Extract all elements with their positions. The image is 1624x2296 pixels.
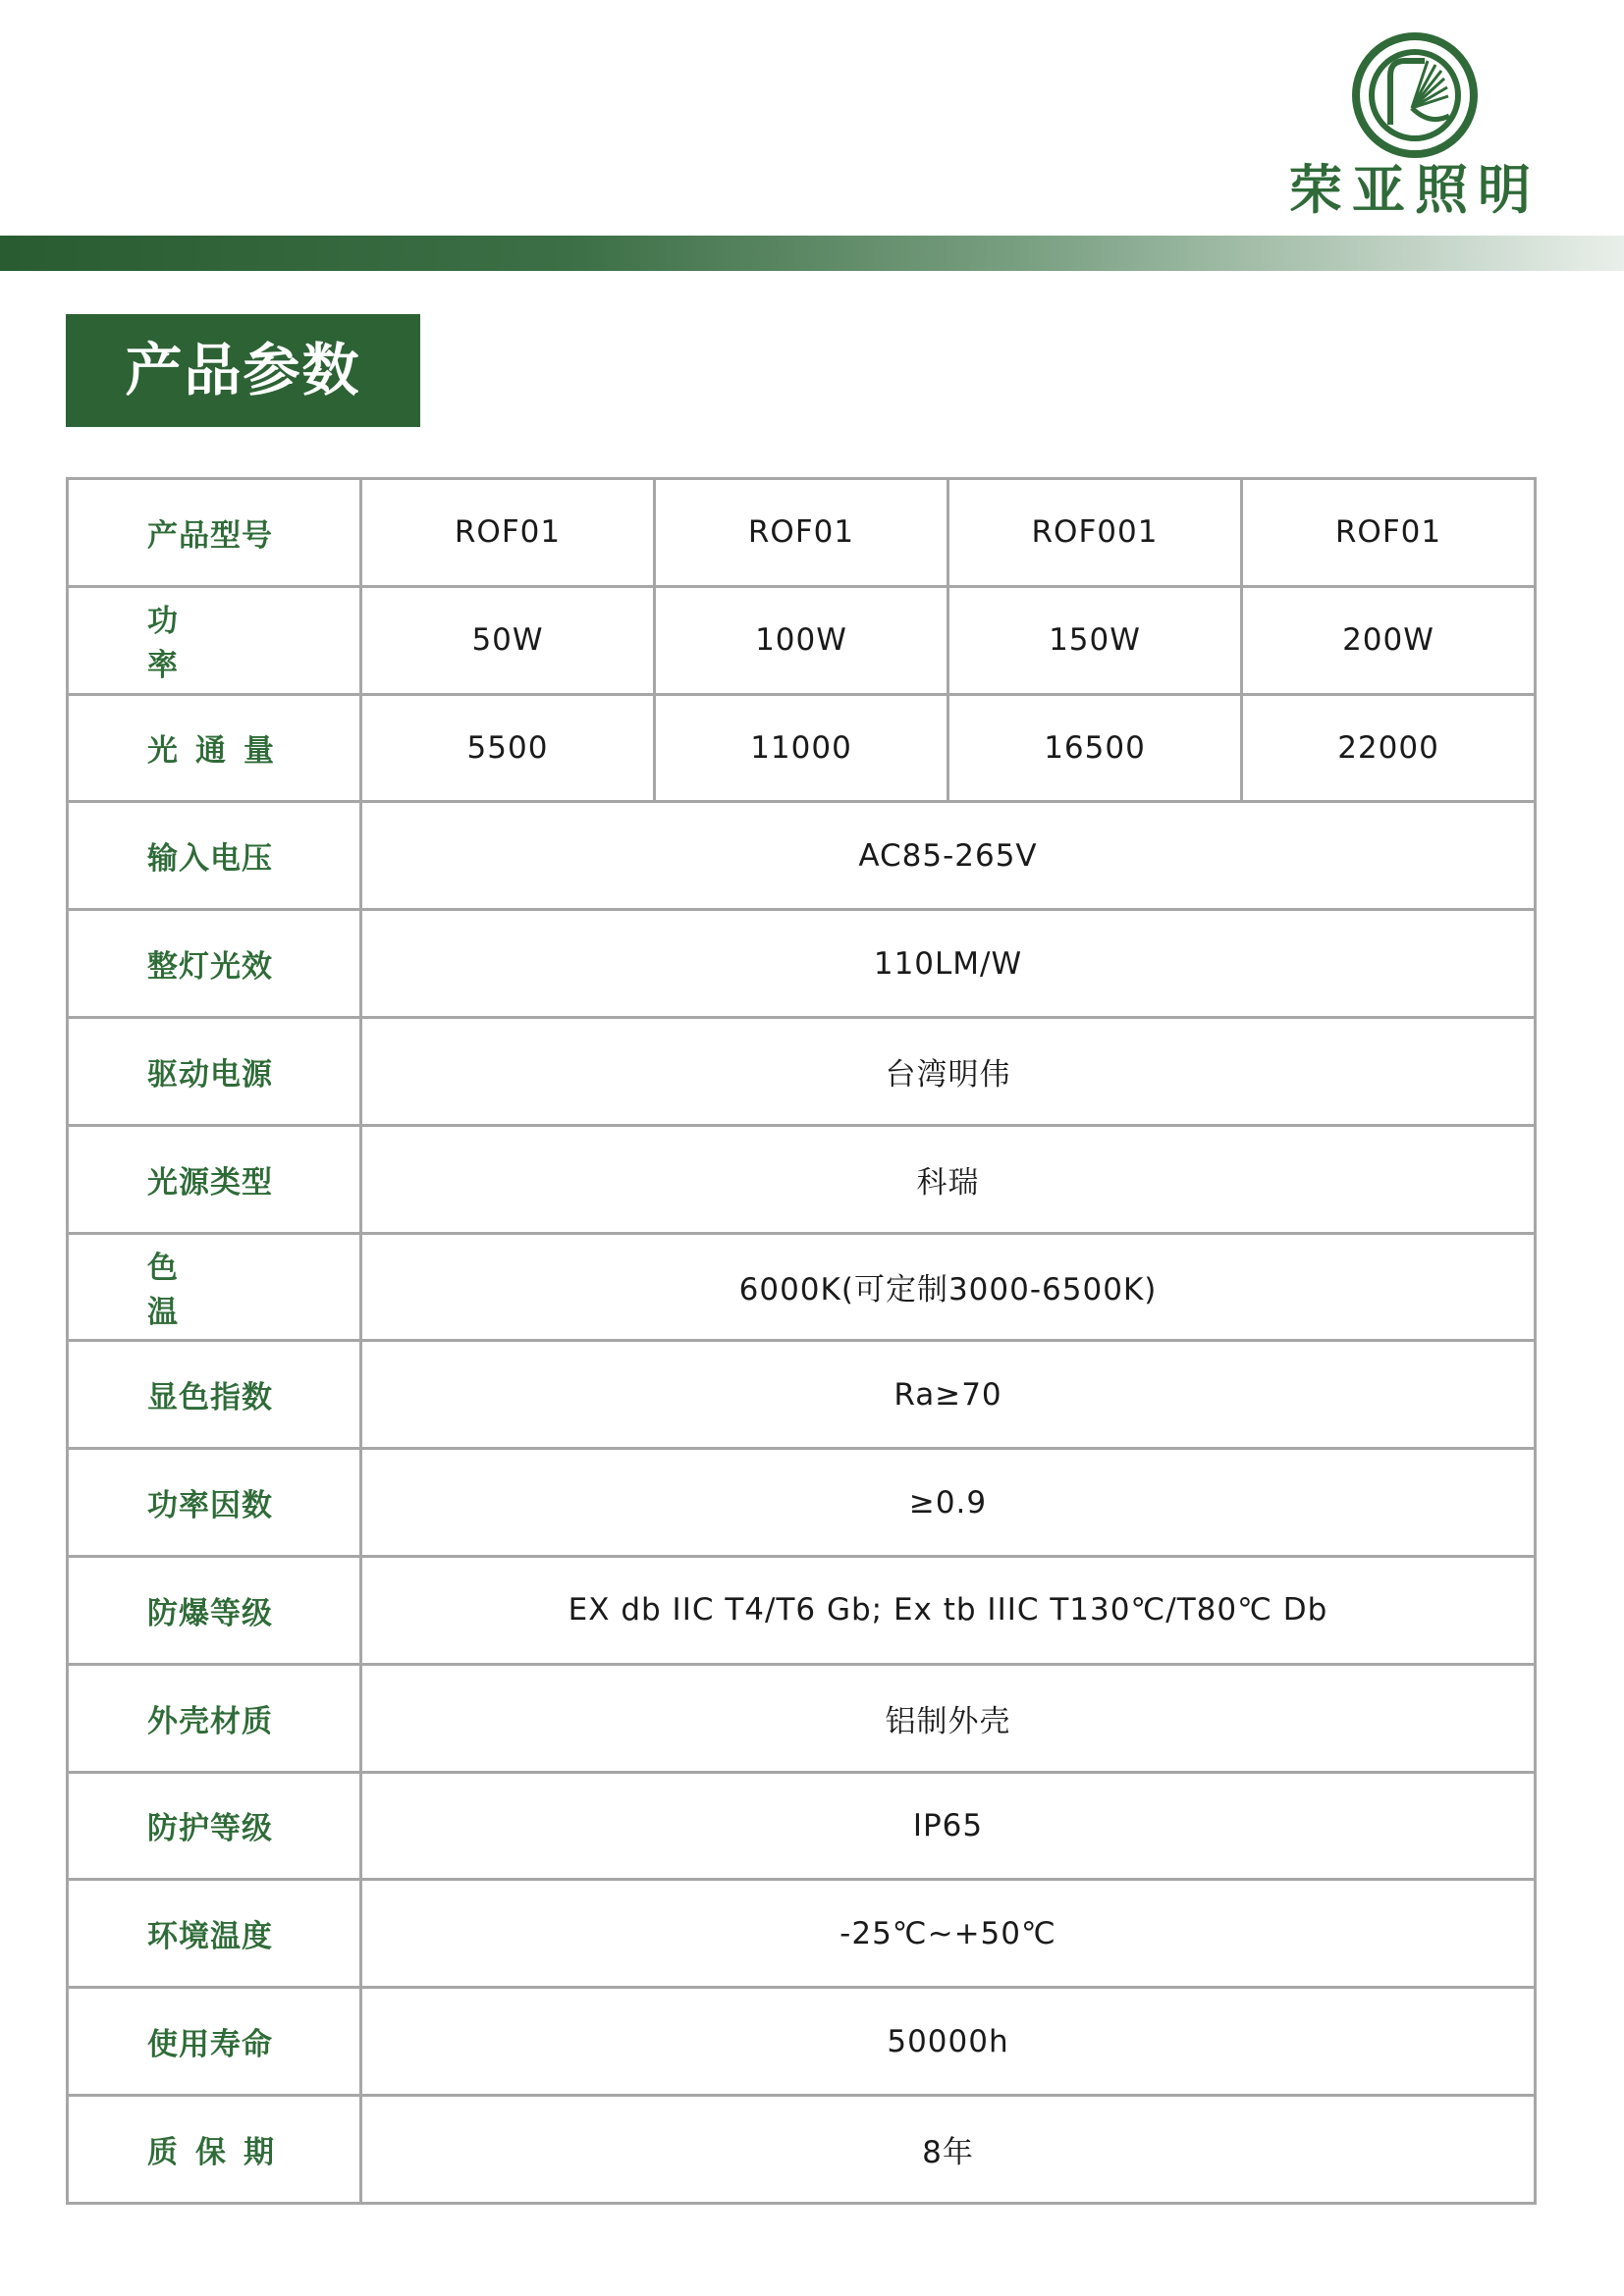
table-row — [68, 1664, 1536, 1772]
value-cell: 6000K(可定制3000-6500K) — [361, 1233, 1536, 1341]
value-cell: 100W — [655, 586, 948, 694]
row-label: 功 率 — [68, 586, 361, 694]
row-label: 整灯光效 — [68, 910, 361, 1018]
value-cell: 200W — [1242, 586, 1536, 694]
value-cell: 11000 — [655, 694, 948, 802]
row-label: 外壳材质 — [68, 1664, 361, 1772]
section-title: 产品参数 — [66, 314, 420, 427]
row-label: 显色指数 — [68, 1341, 361, 1449]
table-row — [68, 1017, 1536, 1125]
value-cell: 5500 — [361, 694, 655, 802]
model-cell: ROF001 — [948, 479, 1242, 587]
value-cell: 50W — [361, 586, 655, 694]
row-label: 驱动电源 — [68, 1017, 361, 1125]
table-row — [68, 1880, 1536, 1988]
table-row — [68, 2095, 1536, 2203]
value-cell: -25℃~+50℃ — [361, 1880, 1536, 1988]
row-label: 质保期 — [68, 2095, 361, 2203]
brand-logo — [1286, 29, 1543, 226]
table-row — [68, 1772, 1536, 1880]
row-label: 防护等级 — [68, 1772, 361, 1880]
value-cell: 22000 — [1242, 694, 1536, 802]
row-label: 功率因数 — [68, 1449, 361, 1557]
leaf-emblem-icon — [1351, 31, 1479, 159]
header-gradient-band — [0, 236, 1624, 271]
table-row — [68, 802, 1536, 910]
spec-table — [66, 477, 1537, 2205]
value-cell: IP65 — [361, 1772, 1536, 1880]
row-label: 色 温 — [68, 1233, 361, 1341]
value-cell: 科瑞 — [361, 1125, 1536, 1233]
model-cell: ROF01 — [655, 479, 948, 587]
row-label: 产品型号 — [68, 479, 361, 587]
value-cell: 台湾明伟 — [361, 1017, 1536, 1125]
row-label: 光源类型 — [68, 1125, 361, 1233]
value-cell: AC85-265V — [361, 802, 1536, 910]
row-label: 输入电压 — [68, 802, 361, 910]
row-label: 环境温度 — [68, 1880, 361, 1988]
value-cell: 8年 — [361, 2095, 1536, 2203]
table-row-model — [68, 479, 1536, 587]
table-row-power — [68, 586, 1536, 694]
table-row — [68, 1125, 1536, 1233]
value-cell: 50000h — [361, 1988, 1536, 2096]
value-cell: ≥0.9 — [361, 1449, 1536, 1557]
row-label: 使用寿命 — [68, 1988, 361, 2096]
brand-name: 荣亚照明 — [1289, 159, 1541, 221]
value-cell: Ra≥70 — [361, 1341, 1536, 1449]
row-label: 防爆等级 — [68, 1556, 361, 1664]
value-cell: EX db IIC T4/T6 Gb; Ex tb IIIC T130℃/T80℃ Db — [361, 1556, 1536, 1664]
value-cell: 铝制外壳 — [361, 1664, 1536, 1772]
model-cell: ROF01 — [1242, 479, 1536, 587]
table-row — [68, 1341, 1536, 1449]
table-row — [68, 1233, 1536, 1341]
table-row — [68, 910, 1536, 1018]
table-row-flux — [68, 694, 1536, 802]
value-cell: 110LM/W — [361, 910, 1536, 1018]
row-label: 光通量 — [68, 694, 361, 802]
model-cell: ROF01 — [361, 479, 655, 587]
value-cell: 150W — [948, 586, 1242, 694]
table-row — [68, 1988, 1536, 2096]
table-row — [68, 1449, 1536, 1557]
table-row — [68, 1556, 1536, 1664]
value-cell: 16500 — [948, 694, 1242, 802]
